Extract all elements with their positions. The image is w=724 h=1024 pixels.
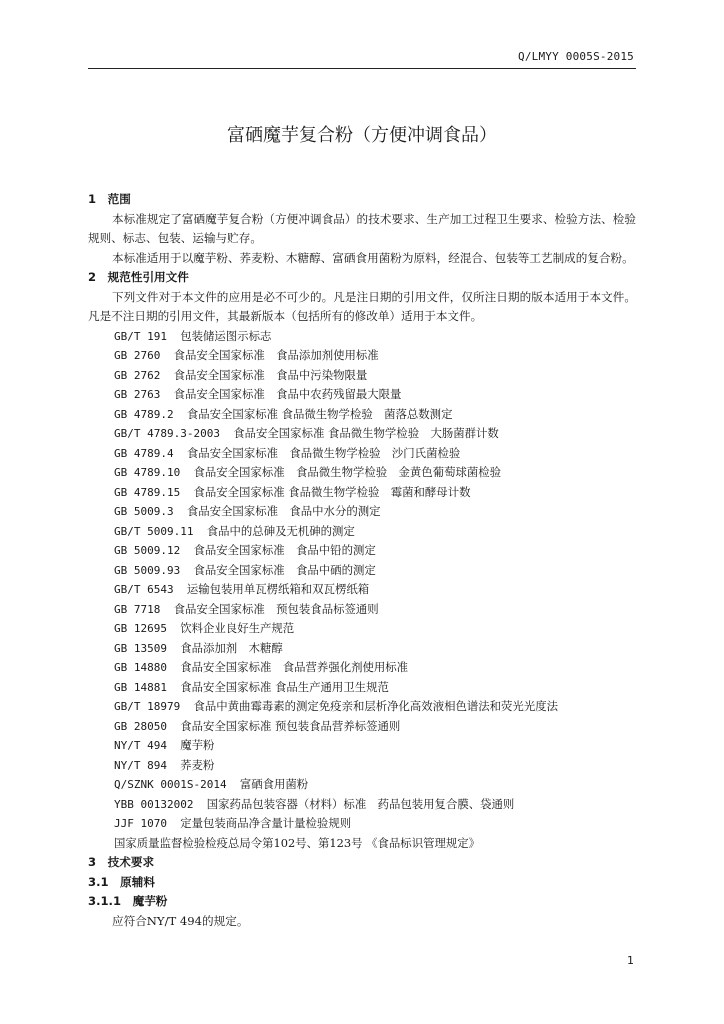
reference-title: 食品安全国家标准 食品微生物学检验 霉菌和酵母计数	[193, 484, 471, 499]
reference-title: 食品安全国家标准 预包装食品营养标签通则	[180, 718, 401, 733]
reference-title: 荞麦粉	[180, 757, 215, 772]
document-body	[88, 190, 636, 931]
reference-item	[88, 795, 636, 815]
reference-title: 国家质量监督检验检疫总局令第102号、第123号 《食品标识管理规定》	[114, 835, 481, 850]
reference-item	[88, 834, 636, 854]
reference-code: GB 2763	[114, 388, 161, 401]
reference-title: 食品中黄曲霉毒素的测定免疫亲和层析净化高效液相色谱法和荧光光度法	[193, 699, 558, 713]
reference-code: GB 28050	[114, 719, 167, 733]
reference-title: 国家药品包装容器（材料）标准 药品包装用复合膜、袋通则	[206, 796, 515, 811]
reference-title: 食品安全国家标准 食品微生物学检验 大肠菌群计数	[233, 426, 499, 440]
reference-item	[88, 483, 636, 503]
reference-item	[88, 639, 636, 659]
reference-title: 食品中的总砷及无机砷的测定	[206, 523, 355, 538]
reference-title: 食品安全国家标准 预包装食品标签通则	[173, 601, 379, 616]
reference-item	[88, 658, 636, 678]
reference-code: GB 12695	[114, 622, 167, 635]
reference-code: GB 4789.2	[114, 407, 174, 421]
reference-title: 食品安全国家标准 食品中硒的测定	[193, 562, 376, 577]
reference-code: GB 4789.15	[114, 485, 181, 499]
reference-item	[88, 463, 636, 483]
reference-code: GB/T 191	[114, 329, 167, 343]
reference-code: GB 13509	[114, 641, 167, 655]
reference-code: NY/T 894	[114, 758, 167, 772]
reference-code: GB 4789.10	[114, 466, 181, 479]
reference-item	[88, 444, 636, 464]
reference-list	[88, 327, 636, 854]
reference-code: GB 14881	[114, 680, 167, 694]
document-title: 富硒魔芋复合粉（方便冲调食品）	[227, 125, 497, 146]
reference-code: Q/SZNK 0001S-2014	[114, 778, 227, 791]
reference-item	[88, 502, 636, 522]
reference-item	[88, 619, 636, 639]
reference-item	[88, 736, 636, 756]
reference-item	[88, 814, 636, 834]
section-2-paragraph-1: 下列文件对于本文件的应用是必不可少的。凡是注日期的引用文件，仅所注日期的版本适用于本文件。凡是不注日期的引用文件，其最新版本（包括所有的修改单）适用于本文件。	[88, 289, 636, 323]
section-1-heading: 1 范围	[88, 192, 131, 206]
reference-title: 食品安全国家标准 食品营养强化剂使用标准	[180, 660, 409, 674]
reference-title: 食品添加剂 木糖醇	[180, 640, 283, 655]
reference-item	[88, 541, 636, 561]
reference-item	[88, 385, 636, 405]
reference-code: GB 4789.4	[114, 446, 174, 460]
reference-item	[88, 327, 636, 347]
reference-code: GB/T 5009.11	[114, 524, 194, 538]
reference-item	[88, 697, 636, 717]
reference-title: 食品安全国家标准 食品中水分的测定	[186, 504, 381, 518]
reference-title: 食品安全国家标准 食品中农药残留最大限量	[173, 387, 402, 401]
reference-code: GB 7718	[114, 602, 161, 616]
reference-code: GB 2760	[114, 349, 161, 362]
reference-code: NY/T 494	[114, 739, 167, 752]
reference-item	[88, 678, 636, 698]
reference-item	[88, 580, 636, 600]
reference-title: 食品安全国家标准 食品微生物学检验 菌落总数测定	[186, 406, 453, 421]
reference-code: JJF 1070	[114, 817, 167, 830]
reference-code: GB 5009.93	[114, 563, 181, 577]
reference-item	[88, 561, 636, 581]
reference-title: 定量包装商品净含量计量检验规则	[180, 816, 352, 830]
reference-code: GB 5009.3	[114, 505, 174, 518]
standard-code: Q/LMYY 0005S-2015	[518, 50, 634, 63]
reference-title: 运输包装用单瓦楞纸箱和双瓦楞纸箱	[186, 582, 370, 596]
reference-title: 富硒食用菌粉	[239, 777, 309, 791]
reference-item	[88, 346, 636, 366]
reference-title: 食品安全国家标准 食品微生物学检验 沙门氏菌检验	[186, 445, 461, 460]
section-3-1-1-heading: 3.1.1 魔芋粉	[88, 894, 168, 908]
reference-title: 食品安全国家标准 食品中污染物限量	[173, 367, 368, 382]
reference-code: GB 2762	[114, 368, 161, 382]
reference-code: GB/T 4789.3-2003	[114, 427, 220, 440]
reference-code: GB 5009.12	[114, 544, 181, 557]
section-3-1-1-text: 应符合NY/T 494的规定。	[112, 913, 249, 928]
section-3-1-heading: 3.1 原辅料	[88, 874, 155, 889]
reference-title: 包装储运图示标志	[180, 328, 272, 343]
reference-item	[88, 522, 636, 542]
reference-item	[88, 756, 636, 776]
header-rule	[88, 68, 636, 69]
reference-item	[88, 366, 636, 386]
section-1-paragraph-2: 本标准适用于以魔芋粉、荞麦粉、木糖醇、富硒食用菌粉为原料，经混合、包装等工艺制成的复合粉。	[112, 250, 634, 265]
reference-title: 饮料企业良好生产规范	[180, 621, 295, 635]
reference-code: GB/T 18979	[114, 700, 181, 713]
reference-item	[88, 600, 636, 620]
reference-item	[88, 405, 636, 425]
reference-item	[88, 424, 636, 444]
section-3-heading: 3 技术要求	[88, 855, 155, 869]
reference-item	[88, 717, 636, 737]
reference-title: 食品安全国家标准 食品添加剂使用标准	[173, 348, 379, 362]
reference-title: 魔芋粉	[180, 738, 215, 752]
reference-title: 食品安全国家标准 食品中铅的测定	[193, 543, 376, 557]
reference-code: YBB 00132002	[114, 797, 194, 811]
section-1-paragraph-1: 本标准规定了富硒魔芋复合粉（方便冲调食品）的技术要求、生产加工过程卫生要求、检验方法、检验规则、标志、包装、运输与贮存。	[88, 211, 636, 245]
section-2-heading: 2 规范性引用文件	[88, 270, 189, 284]
reference-title: 食品安全国家标准 食品微生物学检验 金黄色葡萄球菌检验	[193, 465, 502, 479]
reference-title: 食品安全国家标准 食品生产通用卫生规范	[180, 679, 389, 694]
page-number: 1	[627, 954, 634, 967]
reference-code: GB/T 6543	[114, 583, 174, 596]
reference-code: GB 14880	[114, 661, 167, 674]
reference-item	[88, 775, 636, 795]
